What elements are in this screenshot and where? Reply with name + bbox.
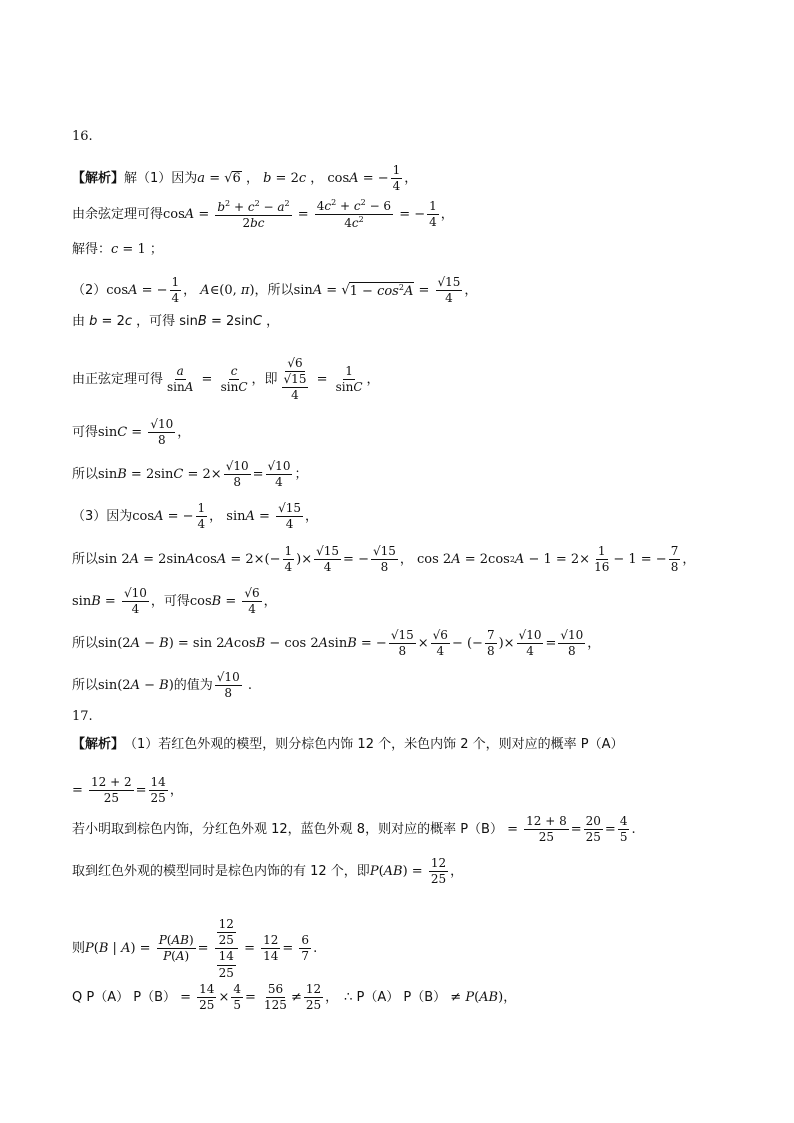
p17-conditional: 则 P ( B | A ) = P(AB) P(A) = $\frac{12}{25}$ $\frac{14}{25}$ = 12 14 = 6 7 . [72,917,318,980]
p16-sinC: 可得 sin C = √10 8 ， [72,417,191,448]
p16-sine-law: 由正弦定理可得 a sinA = c sinC ，即 √6 $\frac{√15}{4}$ = 1 sinC ， [72,356,380,403]
p16-sin2A: 所以 sin 2 A = 2sin A cos A = 2×(− 1 4 )× √15 4 = − √15 8 ， cos 2 A = 2cos 2 A − 1 = 2× 1 16 − 1 = − 7 8 ， [72,544,696,575]
problem-16-number: 16. [72,129,93,144]
p17-independence: Q P（A） P（B） = 14 25 × 4 5 = 56 125 ≠ 12 25 ， ∴ P（A） P（B） ≠ P ( AB )， [72,982,517,1013]
p17-part1: 【解析】 （1）若红色外观的模型，则分棕色内饰 12 个，米色内饰 2 个，则对应的概率 P（A） [72,737,624,752]
p16-part2: （2） cos A = − 1 4 ， A ∈(0, π )， 所以 sin A = √ $1 - \cos^2A$ = √15 4 ， [72,275,478,306]
p17-pAB: 取到红色外观的模型同时是棕色内饰的有 12 个，即 P ( AB ) = 12 25 ， [72,856,464,887]
p16-part2-line2: 由 b = 2 c ，可得 sin B = 2sin C ， [72,314,280,329]
p16-final: 所以 sin(2 A − B ) 的值为 √10 8 . [72,670,252,701]
problem-17-number: 17. [72,709,93,724]
p16-cosine-law: 由余弦定理可得 cos A = $b^2 + c^2 - a^2$ 2bc = $4c^2 + c^2 - 6$ $4c^2$ = − 1 4 ， [72,198,454,231]
analysis-tag: 【解析】 [72,171,125,187]
p17-pB: 若小明取到棕色内饰，分红色外观 12，蓝色外观 8，则对应的概率 P（B） = 12 + 8 25 = 20 25 = 4 5 . [72,814,636,845]
p16-line-part1: 【解析】 解（1）因为 a = √ 6 ， b = 2 c ， cos A = − 1 4 ， [72,163,418,194]
p16-part3: （3）因为 cos A = − 1 4 ， sin A = √15 4 ， [72,501,318,532]
p16-solve: 解得： c = 1 ； [72,242,163,257]
p16-cosB: sin B = √10 4 ，可得 cos B = √6 4 ， [72,586,277,617]
p16-sin2AB: 所以 sin(2 A − B ) = sin 2 A cos B − cos 2 A sin B = − √15 8 × √6 4 − (− 7 8 )× √10 4 = √10 8 ， [72,628,601,659]
p16-sinB: 所以 sin B = 2sin C = 2× √10 8 = √10 4 ； [72,459,308,490]
p17-pA: = 12 + 2 25 = 14 25 ， [72,775,183,806]
